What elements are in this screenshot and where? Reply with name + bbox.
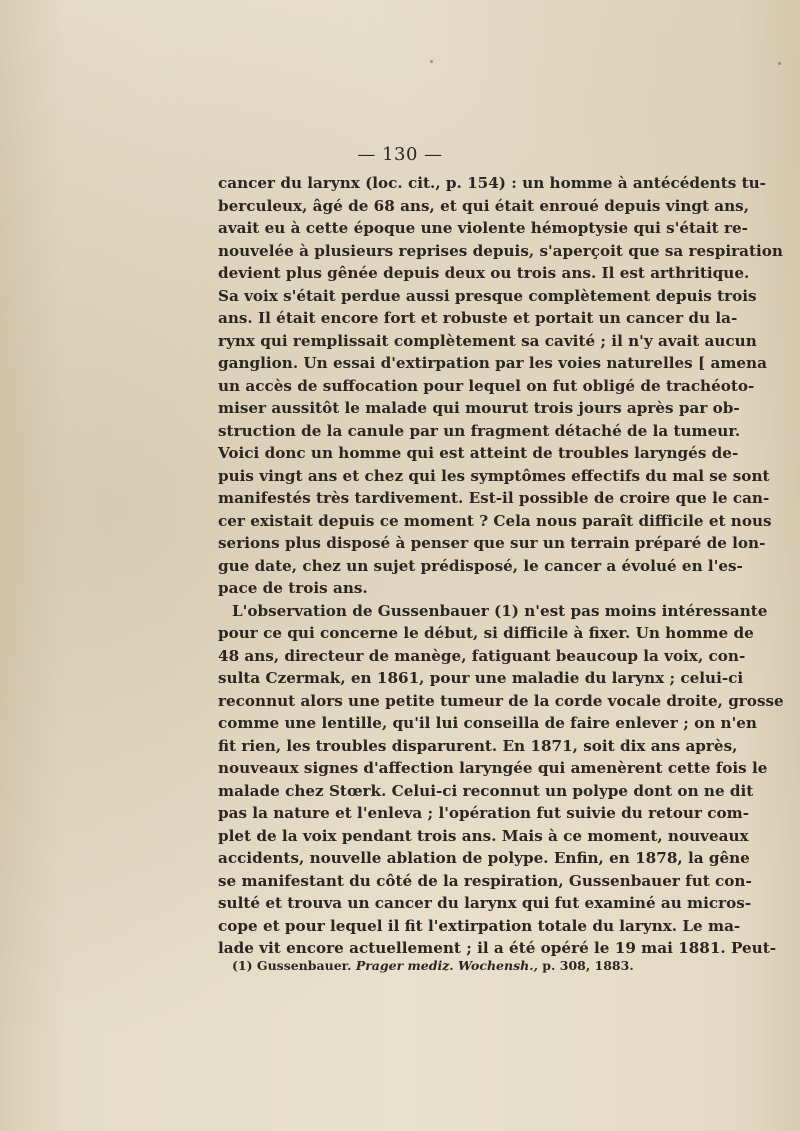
text-line: miser aussitôt le malade qui mourut trois jours après par ob- <box>218 399 740 417</box>
text-line: un accès de suffocation pour lequel on fut obligé de trachéoto- <box>218 376 755 395</box>
text-line: L'observation de Gussenbauer (1) n'est pas moins intéressante <box>232 601 768 620</box>
text-line: pour ce qui concerne le début, si difficile à fixer. Un homme de <box>218 624 754 642</box>
text-line: malade chez Stœrk. Celui-ci reconnut un polype dont on ne dit <box>218 781 754 800</box>
footnote-reference: p. 308, 1883. <box>542 958 634 973</box>
paper-speck <box>430 60 433 63</box>
text-line: ganglion. Un essai d'extirpation par les voies naturelles [ amena <box>218 354 767 372</box>
text-line: cope et pour lequel il fit l'extirpation totale du larynx. Le ma- <box>218 916 741 935</box>
text-line: serions plus disposé à penser que sur un terrain préparé de lon- <box>218 534 766 552</box>
text-line: pace de trois ans. <box>218 579 368 597</box>
page-number: — 130 — <box>357 144 443 165</box>
footnote-marker: (1) <box>232 958 253 973</box>
text-line: devient plus gênée depuis deux ou trois ans. Il est arthritique. <box>218 264 750 282</box>
text-line: sulté et trouva un cancer du larynx qui fut examiné au micros- <box>218 894 752 912</box>
text-line: se manifestant du côté de la respiration, Gussenbauer fut con- <box>218 871 752 890</box>
text-line: gue date, chez un sujet prédisposé, le cancer a évolué en l'es- <box>218 556 743 575</box>
text-line: cancer du larynx (loc. cit., p. 154) : un homme à antécédents tu- <box>218 174 766 192</box>
footnote-author: Gussenbauer. <box>256 958 352 973</box>
text-line: lade vit encore actuellement ; il a été opéré le 19 mai 1881. Peut- <box>218 939 777 957</box>
text-line: ans. Il était encore fort et robuste et portait un cancer du la- <box>218 309 738 327</box>
text-line: avait eu à cette époque une violente hémoptysie qui s'était re- <box>218 219 748 237</box>
text-line: rynx qui remplissait complètement sa cavité ; il n'y avait aucun <box>218 331 757 350</box>
text-line: cer existait depuis ce moment ? Cela nous paraît difficile et nous <box>218 511 772 530</box>
text-line: puis vingt ans et chez qui les symptômes effectifs du mal se sont <box>218 466 770 485</box>
text-line: Voici donc un homme qui est atteint de troubles laryngés de- <box>218 444 739 462</box>
text-line: reconnut alors une petite tumeur de la corde vocale droite, grosse <box>218 691 784 710</box>
text-line: nouvelée à plusieurs reprises depuis, s'aperçoit que sa respiration <box>218 241 783 260</box>
text-line: comme une lentille, qu'il lui conseilla de faire enlever ; on n'en <box>218 714 757 732</box>
text-line: manifestés très tardivement. Est-il possible de croire que le can- <box>218 489 770 507</box>
text-line: sulta Czermak, en 1861, pour une maladie du larynx ; celui-ci <box>218 669 744 687</box>
text-line: fit rien, les troubles disparurent. En 1871, soit dix ans après, <box>218 736 738 755</box>
paper-speck <box>778 62 781 65</box>
footnote <box>232 958 634 973</box>
text-line: Sa voix s'était perdue aussi presque complètement depuis trois <box>218 286 757 305</box>
text-line: pas la nature et l'enleva ; l'opération fut suivie du retour com- <box>218 804 749 822</box>
text-line: nouveaux signes d'affection laryngée qui amenèrent cette fois le <box>218 759 768 777</box>
body-text <box>218 172 784 960</box>
text-line: berculeux, âgé de 68 ans, et qui était enroué depuis vingt ans, <box>218 196 750 215</box>
text-line: 48 ans, directeur de manège, fatiguant beaucoup la voix, con- <box>218 646 746 665</box>
text-line: plet de la voix pendant trois ans. Mais à ce moment, nouveaux <box>218 826 749 845</box>
text-line: accidents, nouvelle ablation de polype. Enfin, en 1878, la gêne <box>218 849 750 867</box>
footnote-journal: Prager mediz. Wochensh., <box>355 958 538 973</box>
text-line: struction de la canule par un fragment détaché de la tumeur. <box>218 421 741 440</box>
